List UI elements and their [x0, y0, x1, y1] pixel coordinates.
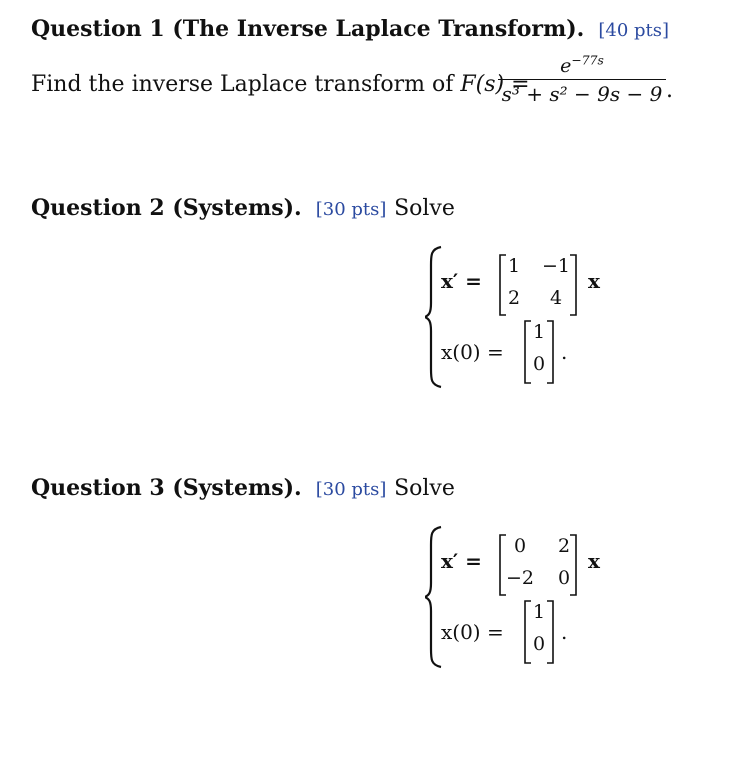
question-3-period: .	[561, 620, 568, 644]
question-3-prompt: Solve	[394, 476, 455, 501]
question-3-vector-var: x	[588, 549, 600, 573]
question-1-prompt	[31, 72, 530, 97]
question-1-prompt-text: Find the inverse Laplace transform of	[31, 72, 454, 97]
question-3-initial-x1: 1	[532, 601, 546, 623]
question-2-eq2-lhs: x(0) =	[441, 340, 504, 364]
question-3-points: [30 pts]	[315, 479, 387, 500]
question-2-matrix-a21: 2	[507, 287, 521, 309]
question-2-initial-x1: 1	[532, 321, 546, 343]
question-2-matrix-a11: 1	[507, 255, 521, 277]
question-3-initial-x2: 0	[532, 633, 546, 655]
question-2-vector-var: x	[588, 269, 600, 293]
question-3-matrix-a12: 2	[557, 535, 571, 557]
question-2-points: [30 pts]	[315, 199, 387, 220]
question-3-matrix-a11: 0	[513, 535, 527, 557]
question-3-brace	[425, 525, 445, 670]
question-1-numerator-base: e	[560, 55, 572, 77]
question-2-initial-x2: 0	[532, 353, 546, 375]
question-3-eq1-lhs: x′ =	[441, 549, 482, 573]
question-1-fraction-bar	[498, 79, 666, 80]
question-2-matrix-a22: 4	[549, 287, 563, 309]
question-2-prompt: Solve	[394, 196, 455, 221]
question-1-title-text: Question 1 (The Inverse Laplace Transform).	[31, 16, 585, 42]
question-1-denominator: s³ + s² − 9s − 9	[501, 82, 663, 106]
question-3-title	[31, 475, 455, 501]
question-1-numerator-exponent: −77s	[571, 53, 604, 68]
question-2-system	[425, 245, 625, 390]
question-2-brace	[425, 245, 445, 390]
question-2-matrix-a12: −1	[541, 255, 570, 277]
question-1-title	[31, 16, 669, 42]
question-3-title-text: Question 3 (Systems).	[31, 475, 302, 501]
question-2-eq1-lhs: x′ =	[441, 269, 482, 293]
question-3-system	[425, 525, 625, 670]
question-3-eq2-lhs: x(0) =	[441, 620, 504, 644]
question-1-period: .	[666, 78, 673, 103]
question-1-points: [40 pts]	[598, 20, 670, 41]
question-2-title	[31, 195, 455, 221]
question-3-matrix-a21: −2	[505, 567, 534, 589]
question-3-matrix-a22: 0	[557, 567, 571, 589]
question-1-numerator	[498, 55, 666, 77]
question-1-function-lhs: F(s) =	[460, 72, 530, 97]
question-2-period: .	[561, 340, 568, 364]
question-1-fraction	[498, 55, 666, 106]
question-2-title-text: Question 2 (Systems).	[31, 195, 302, 221]
